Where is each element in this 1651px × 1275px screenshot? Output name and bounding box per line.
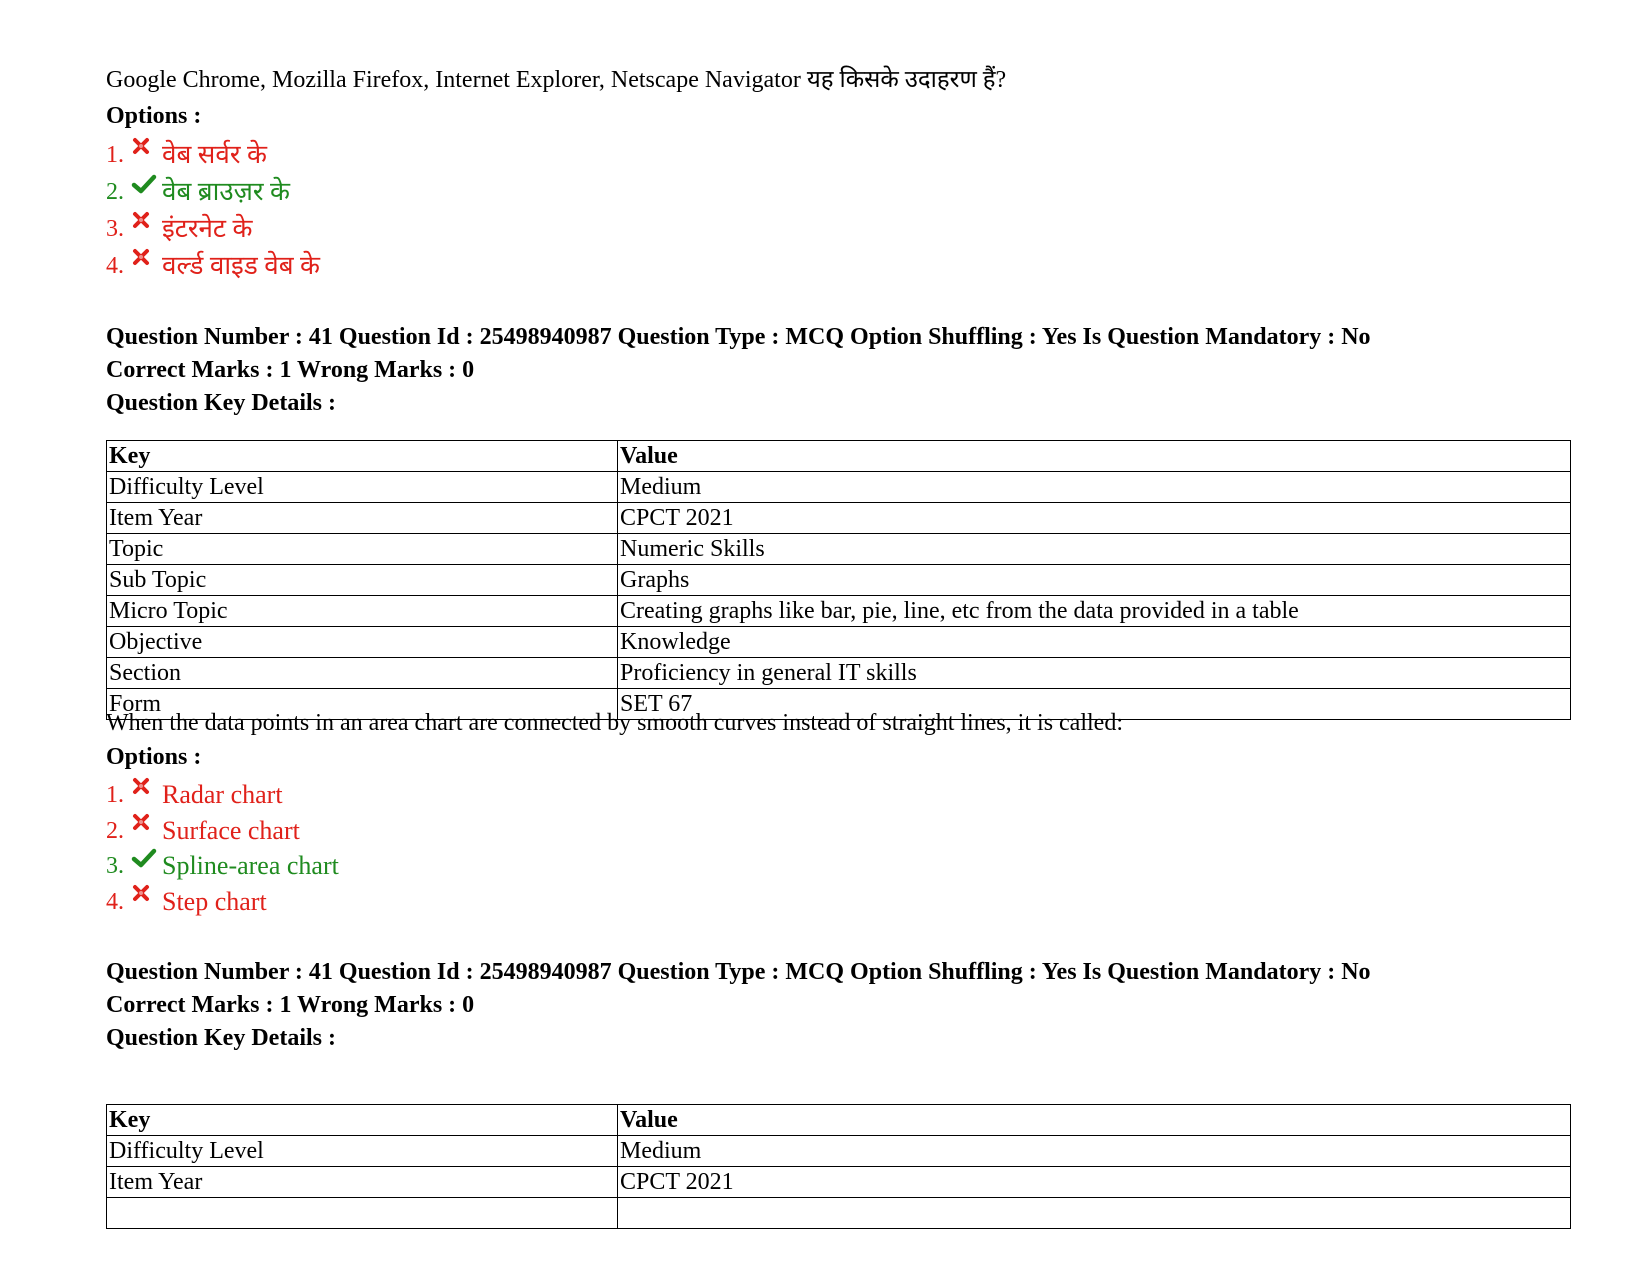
option-number: 3. [106,216,124,242]
cross-icon [132,217,158,241]
cross-icon [132,819,158,843]
cross-icon [132,143,158,167]
key-details-label: Question Key Details : [106,1025,336,1051]
table-cell-value [618,1198,1571,1229]
options-label: Options : [106,744,202,770]
option-text: वर्ल्ड वाइड वेब के [162,251,321,280]
marks-line: Correct Marks : 1 Wrong Marks : 0 [106,992,475,1018]
table-cell-key: Objective [107,627,618,658]
table-cell-value: Knowledge [618,627,1571,658]
checkmark-icon [132,854,158,878]
table-header-key: Key [107,1105,618,1136]
option-number: 3. [106,853,124,879]
table-cell-key: Item Year [107,503,618,534]
table-row [107,472,1571,503]
option-item [106,140,267,170]
option-number: 1. [106,782,124,808]
question-meta-line: Question Number : 41 Question Id : 25498940987 Question Type : MCQ Option Shuffling : Yes Is Question Mandatory : No [106,324,1371,350]
cross-icon [132,254,158,278]
table-row [107,1167,1571,1198]
table-cell-key: Form [107,689,618,720]
option-item [106,851,339,881]
table-cell-value: CPCT 2021 [618,1167,1571,1198]
table-cell-key: Section [107,658,618,689]
table-row [107,1198,1571,1229]
table-row [107,534,1571,565]
option-item [106,177,290,207]
table-cell-value: SET 67 [618,689,1571,720]
option-number: 4. [106,253,124,279]
table-cell-key: Topic [107,534,618,565]
option-number: 2. [106,179,124,205]
question-meta-line: Question Number : 41 Question Id : 25498940987 Question Type : MCQ Option Shuffling : Yes Is Question Mandatory : No [106,959,1371,985]
checkmark-icon [132,180,158,204]
table-header-value: Value [618,1105,1571,1136]
option-item [106,214,253,244]
option-text: वेब ब्राउज़र के [162,177,291,206]
table-row [107,503,1571,534]
question-text: When the data points in an area chart are connected by smooth curves instead of straight lines, it is called: [106,710,1123,736]
table-cell-value: Medium [618,472,1571,503]
table-header-key: Key [107,441,618,472]
table-header-row [107,441,1571,472]
option-text: Radar chart [162,780,283,809]
table-cell-key: Item Year [107,1167,618,1198]
question-key-table [106,1104,1571,1229]
table-cell-value: Proficiency in general IT skills [618,658,1571,689]
option-number: 1. [106,142,124,168]
table-header-row [107,1105,1571,1136]
table-header-value: Value [618,441,1571,472]
question-text: Google Chrome, Mozilla Firefox, Internet Explorer, Netscape Navigator यह किसके उदाहरण हैं? [106,67,1007,93]
table-row [107,565,1571,596]
table-clip [100,1104,1580,1195]
option-number: 4. [106,889,124,915]
options-label: Options : [106,103,202,129]
table-row [107,596,1571,627]
option-text: वेब सर्वर के [162,140,267,169]
key-details-label: Question Key Details : [106,390,336,416]
option-item [106,780,283,810]
question-key-table [106,440,1571,720]
table-cell-value: Creating graphs like bar, pie, line, etc from the data provided in a table [618,596,1571,627]
cross-icon [132,783,158,807]
option-item [106,251,320,281]
table-cell-value: CPCT 2021 [618,503,1571,534]
table-cell-key [107,1198,618,1229]
table-row [107,1136,1571,1167]
table-cell-key: Sub Topic [107,565,618,596]
option-text: Step chart [162,887,267,916]
table-cell-key: Micro Topic [107,596,618,627]
table-cell-value: Graphs [618,565,1571,596]
table-cell-value: Medium [618,1136,1571,1167]
table-cell-key: Difficulty Level [107,472,618,503]
option-text: Spline-area chart [162,851,339,880]
marks-line: Correct Marks : 1 Wrong Marks : 0 [106,357,475,383]
table-row [107,658,1571,689]
table-cell-key: Difficulty Level [107,1136,618,1167]
option-item [106,887,267,917]
option-text: Surface chart [162,816,300,845]
option-item [106,816,300,846]
option-text: इंटरनेट के [162,214,253,243]
table-cell-value: Numeric Skills [618,534,1571,565]
option-number: 2. [106,818,124,844]
cross-icon [132,890,158,914]
table-row [107,627,1571,658]
